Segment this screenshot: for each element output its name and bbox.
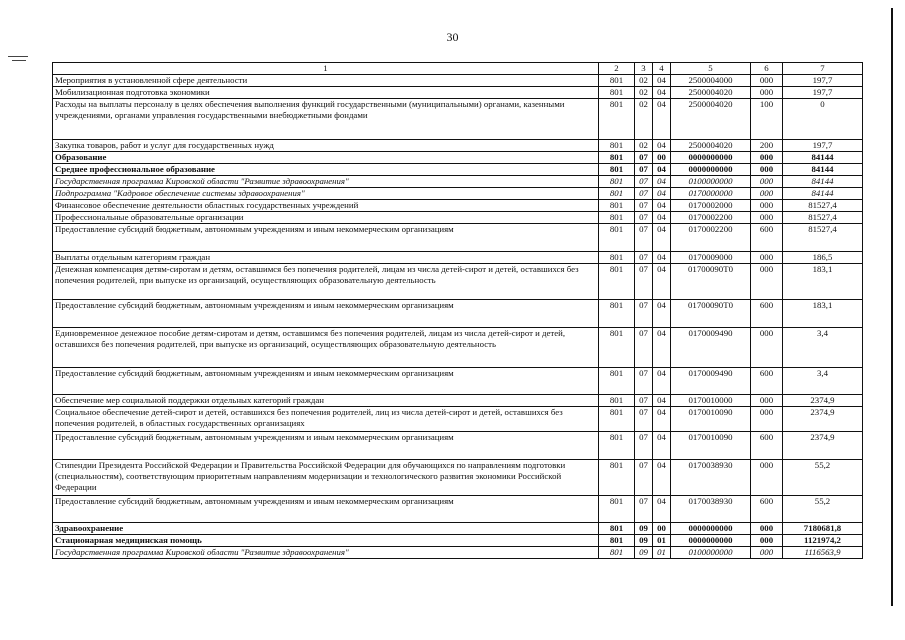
table-row: [53, 164, 863, 176]
row-code-cell: 801: [599, 496, 635, 523]
table-row: [53, 432, 863, 460]
row-code-cell: 801: [599, 176, 635, 188]
row-name-cell: Предоставление субсидий бюджетным, автономным учреждениям и иным некоммерческим организациям: [53, 300, 599, 328]
row-amount-cell: 197,7: [783, 140, 863, 152]
row-name-cell: Мобилизационная подготовка экономики: [53, 87, 599, 99]
row-subsection-cell: 04: [653, 224, 671, 252]
row-amount-cell: 197,7: [783, 87, 863, 99]
table-row: [53, 87, 863, 99]
row-section-cell: 07: [635, 152, 653, 164]
table-row: [53, 395, 863, 407]
budget-table: [52, 62, 863, 559]
row-code-cell: 801: [599, 523, 635, 535]
table-row: [53, 535, 863, 547]
row-target-article-cell: 0170038930: [671, 460, 751, 496]
row-target-article-cell: 0170038930: [671, 496, 751, 523]
row-section-cell: 07: [635, 212, 653, 224]
header-cell: 4: [653, 63, 671, 75]
table-header-row: [53, 63, 863, 75]
row-expense-type-cell: 000: [751, 328, 783, 368]
row-amount-cell: 183,1: [783, 264, 863, 300]
row-section-cell: 07: [635, 496, 653, 523]
row-code-cell: 801: [599, 300, 635, 328]
table-row: [53, 547, 863, 559]
header-cell: 6: [751, 63, 783, 75]
row-name-cell: Стационарная медицинская помощь: [53, 535, 599, 547]
row-amount-cell: 81527,4: [783, 212, 863, 224]
row-amount-cell: 84144: [783, 188, 863, 200]
row-code-cell: 801: [599, 140, 635, 152]
row-subsection-cell: 04: [653, 432, 671, 460]
row-subsection-cell: 04: [653, 264, 671, 300]
row-subsection-cell: 04: [653, 368, 671, 395]
scan-artifact: [8, 56, 28, 57]
row-expense-type-cell: 000: [751, 200, 783, 212]
row-target-article-cell: 2500004000: [671, 75, 751, 87]
row-section-cell: 07: [635, 407, 653, 432]
row-section-cell: 07: [635, 252, 653, 264]
table-row: [53, 264, 863, 300]
row-amount-cell: 84144: [783, 164, 863, 176]
row-section-cell: 07: [635, 395, 653, 407]
row-name-cell: Предоставление субсидий бюджетным, автономным учреждениям и иным некоммерческим организациям: [53, 224, 599, 252]
row-name-cell: Здравоохранение: [53, 523, 599, 535]
table-row: [53, 224, 863, 252]
row-name-cell: Стипендии Президента Российской Федерации и Правительства Российской Федерации для обучающихся по направлениям подготовки (специальностям), соответствующим приоритетным направлениям модернизации и технологического развития экономики Российской Федерации: [53, 460, 599, 496]
table-row: [53, 300, 863, 328]
row-code-cell: 801: [599, 407, 635, 432]
row-code-cell: 801: [599, 252, 635, 264]
row-expense-type-cell: 000: [751, 252, 783, 264]
row-section-cell: 07: [635, 460, 653, 496]
row-amount-cell: 186,5: [783, 252, 863, 264]
header-cell: 1: [53, 63, 599, 75]
row-target-article-cell: 0100000000: [671, 176, 751, 188]
row-expense-type-cell: 000: [751, 176, 783, 188]
row-amount-cell: 3,4: [783, 368, 863, 395]
row-expense-type-cell: 600: [751, 224, 783, 252]
row-subsection-cell: 04: [653, 164, 671, 176]
row-code-cell: 801: [599, 188, 635, 200]
row-target-article-cell: 0170009490: [671, 328, 751, 368]
row-section-cell: 02: [635, 140, 653, 152]
row-amount-cell: 84144: [783, 176, 863, 188]
row-target-article-cell: 2500004020: [671, 87, 751, 99]
row-subsection-cell: 04: [653, 395, 671, 407]
row-subsection-cell: 04: [653, 87, 671, 99]
row-subsection-cell: 04: [653, 212, 671, 224]
row-target-article-cell: 0170000000: [671, 188, 751, 200]
row-subsection-cell: 04: [653, 176, 671, 188]
row-code-cell: 801: [599, 224, 635, 252]
row-expense-type-cell: 600: [751, 496, 783, 523]
page-edge-line: [891, 8, 893, 606]
row-subsection-cell: 04: [653, 496, 671, 523]
table-row: [53, 99, 863, 140]
table-row: [53, 212, 863, 224]
header-cell: 2: [599, 63, 635, 75]
row-subsection-cell: 04: [653, 99, 671, 140]
row-name-cell: Государственная программа Кировской области "Развитие здравоохранения": [53, 176, 599, 188]
row-expense-type-cell: 000: [751, 395, 783, 407]
row-section-cell: 07: [635, 200, 653, 212]
row-subsection-cell: 04: [653, 140, 671, 152]
row-code-cell: 801: [599, 99, 635, 140]
page-number: 30: [446, 30, 459, 44]
row-name-cell: Образование: [53, 152, 599, 164]
row-expense-type-cell: 000: [751, 460, 783, 496]
row-expense-type-cell: 200: [751, 140, 783, 152]
row-subsection-cell: 00: [653, 152, 671, 164]
row-amount-cell: 55,2: [783, 496, 863, 523]
row-section-cell: 07: [635, 328, 653, 368]
row-expense-type-cell: 000: [751, 407, 783, 432]
row-target-article-cell: 0000000000: [671, 152, 751, 164]
row-section-cell: 07: [635, 432, 653, 460]
header-cell: 7: [783, 63, 863, 75]
row-amount-cell: 55,2: [783, 460, 863, 496]
row-subsection-cell: 04: [653, 300, 671, 328]
row-expense-type-cell: 000: [751, 87, 783, 99]
row-amount-cell: 1116563,9: [783, 547, 863, 559]
row-target-article-cell: 0170002200: [671, 212, 751, 224]
row-amount-cell: 81527,4: [783, 200, 863, 212]
row-name-cell: Финансовое обеспечение деятельности областных государственных учреждений: [53, 200, 599, 212]
table-row: [53, 200, 863, 212]
row-expense-type-cell: 600: [751, 432, 783, 460]
row-code-cell: 801: [599, 264, 635, 300]
row-subsection-cell: 04: [653, 407, 671, 432]
row-expense-type-cell: 000: [751, 523, 783, 535]
row-section-cell: 09: [635, 547, 653, 559]
row-target-article-cell: 0170009000: [671, 252, 751, 264]
header-cell: 3: [635, 63, 653, 75]
row-expense-type-cell: 000: [751, 75, 783, 87]
row-target-article-cell: 0000000000: [671, 164, 751, 176]
row-code-cell: 801: [599, 164, 635, 176]
row-amount-cell: 7180681,8: [783, 523, 863, 535]
row-subsection-cell: 01: [653, 535, 671, 547]
row-name-cell: Подпрограмма "Кадровое обеспечение системы здравоохранения": [53, 188, 599, 200]
scan-artifact: [12, 60, 26, 61]
row-expense-type-cell: 600: [751, 368, 783, 395]
row-section-cell: 07: [635, 264, 653, 300]
table-row: [53, 152, 863, 164]
row-code-cell: 801: [599, 460, 635, 496]
row-subsection-cell: 01: [653, 547, 671, 559]
row-subsection-cell: 04: [653, 328, 671, 368]
row-section-cell: 07: [635, 300, 653, 328]
row-amount-cell: 1121974,2: [783, 535, 863, 547]
row-expense-type-cell: 000: [751, 188, 783, 200]
row-target-article-cell: 0170010000: [671, 395, 751, 407]
table-row: [53, 407, 863, 432]
row-target-article-cell: 0170010090: [671, 432, 751, 460]
row-amount-cell: 2374,9: [783, 395, 863, 407]
row-target-article-cell: 2500004020: [671, 140, 751, 152]
table-row: [53, 496, 863, 523]
row-name-cell: Закупка товаров, работ и услуг для государственных нужд: [53, 140, 599, 152]
row-target-article-cell: 0100000000: [671, 547, 751, 559]
row-subsection-cell: 04: [653, 188, 671, 200]
row-subsection-cell: 04: [653, 200, 671, 212]
row-target-article-cell: 0000000000: [671, 523, 751, 535]
row-target-article-cell: 0170002200: [671, 224, 751, 252]
row-section-cell: 09: [635, 523, 653, 535]
row-section-cell: 07: [635, 224, 653, 252]
row-target-article-cell: 0000000000: [671, 535, 751, 547]
table-row: [53, 140, 863, 152]
row-name-cell: Профессиональные образовательные организации: [53, 212, 599, 224]
row-subsection-cell: 04: [653, 460, 671, 496]
row-target-article-cell: 0170002000: [671, 200, 751, 212]
row-name-cell: Единовременное денежное пособие детям-сиротам и детям, оставшимся без попечения родителей, лицам из числа детей-сирот и детей, оставшихся без попечения родителей, при выпуске из организаций, осуществляющих образовательную деятельность: [53, 328, 599, 368]
row-amount-cell: 197,7: [783, 75, 863, 87]
row-name-cell: Предоставление субсидий бюджетным, автономным учреждениям и иным некоммерческим организациям: [53, 368, 599, 395]
row-section-cell: 07: [635, 176, 653, 188]
row-code-cell: 801: [599, 368, 635, 395]
row-amount-cell: 183,1: [783, 300, 863, 328]
row-target-article-cell: 01700090Т0: [671, 264, 751, 300]
row-expense-type-cell: 000: [751, 164, 783, 176]
row-amount-cell: 3,4: [783, 328, 863, 368]
row-expense-type-cell: 100: [751, 99, 783, 140]
row-section-cell: 07: [635, 368, 653, 395]
row-expense-type-cell: 000: [751, 152, 783, 164]
row-name-cell: Расходы на выплаты персоналу в целях обеспечения выполнения функций государственными (муниципальными) органами, казенными учреждениями, органами управления государственными внебюджетными фондами: [53, 99, 599, 140]
row-subsection-cell: 00: [653, 523, 671, 535]
row-name-cell: Обеспечение мер социальной поддержки отдельных категорий граждан: [53, 395, 599, 407]
row-code-cell: 801: [599, 547, 635, 559]
row-name-cell: Предоставление субсидий бюджетным, автономным учреждениям и иным некоммерческим организациям: [53, 496, 599, 523]
row-amount-cell: 81527,4: [783, 224, 863, 252]
table-row: [53, 523, 863, 535]
row-section-cell: 02: [635, 75, 653, 87]
row-code-cell: 801: [599, 395, 635, 407]
row-code-cell: 801: [599, 152, 635, 164]
row-section-cell: 02: [635, 87, 653, 99]
row-name-cell: Государственная программа Кировской области "Развитие здравоохранения": [53, 547, 599, 559]
row-name-cell: Среднее профессиональное образование: [53, 164, 599, 176]
row-name-cell: Социальное обеспечение детей-сирот и детей, оставшихся без попечения родителей, лиц из числа детей-сирот и детей, оставшихся без попечения родителей, в областных государственных организациях: [53, 407, 599, 432]
row-code-cell: 801: [599, 212, 635, 224]
row-expense-type-cell: 000: [751, 535, 783, 547]
row-code-cell: 801: [599, 75, 635, 87]
row-target-article-cell: 0170010090: [671, 407, 751, 432]
row-amount-cell: 2374,9: [783, 432, 863, 460]
row-section-cell: 02: [635, 99, 653, 140]
row-expense-type-cell: 000: [751, 264, 783, 300]
row-code-cell: 801: [599, 535, 635, 547]
table-row: [53, 176, 863, 188]
table-row: [53, 75, 863, 87]
table-row: [53, 368, 863, 395]
row-target-article-cell: 01700090Т0: [671, 300, 751, 328]
row-amount-cell: 2374,9: [783, 407, 863, 432]
row-amount-cell: 84144: [783, 152, 863, 164]
table-row: [53, 252, 863, 264]
row-section-cell: 07: [635, 188, 653, 200]
row-expense-type-cell: 600: [751, 300, 783, 328]
row-code-cell: 801: [599, 328, 635, 368]
row-section-cell: 09: [635, 535, 653, 547]
row-amount-cell: 0: [783, 99, 863, 140]
row-code-cell: 801: [599, 432, 635, 460]
row-name-cell: Денежная компенсация детям-сиротам и детям, оставшимся без попечения родителей, лицам из числа детей-сирот и детей, оставшихся без попечения родителей, при выпуске из организаций, осуществляющих образовательную деятельность: [53, 264, 599, 300]
table-row: [53, 460, 863, 496]
table-row: [53, 328, 863, 368]
row-subsection-cell: 04: [653, 75, 671, 87]
row-subsection-cell: 04: [653, 252, 671, 264]
row-expense-type-cell: 000: [751, 212, 783, 224]
table-row: [53, 188, 863, 200]
row-target-article-cell: 0170009490: [671, 368, 751, 395]
row-name-cell: Выплаты отдельным категориям граждан: [53, 252, 599, 264]
row-code-cell: 801: [599, 87, 635, 99]
row-code-cell: 801: [599, 200, 635, 212]
budget-table-body: [53, 63, 863, 559]
row-name-cell: Мероприятия в установленной сфере деятельности: [53, 75, 599, 87]
row-section-cell: 07: [635, 164, 653, 176]
header-cell: 5: [671, 63, 751, 75]
row-target-article-cell: 2500004020: [671, 99, 751, 140]
row-name-cell: Предоставление субсидий бюджетным, автономным учреждениям и иным некоммерческим организациям: [53, 432, 599, 460]
row-expense-type-cell: 000: [751, 547, 783, 559]
